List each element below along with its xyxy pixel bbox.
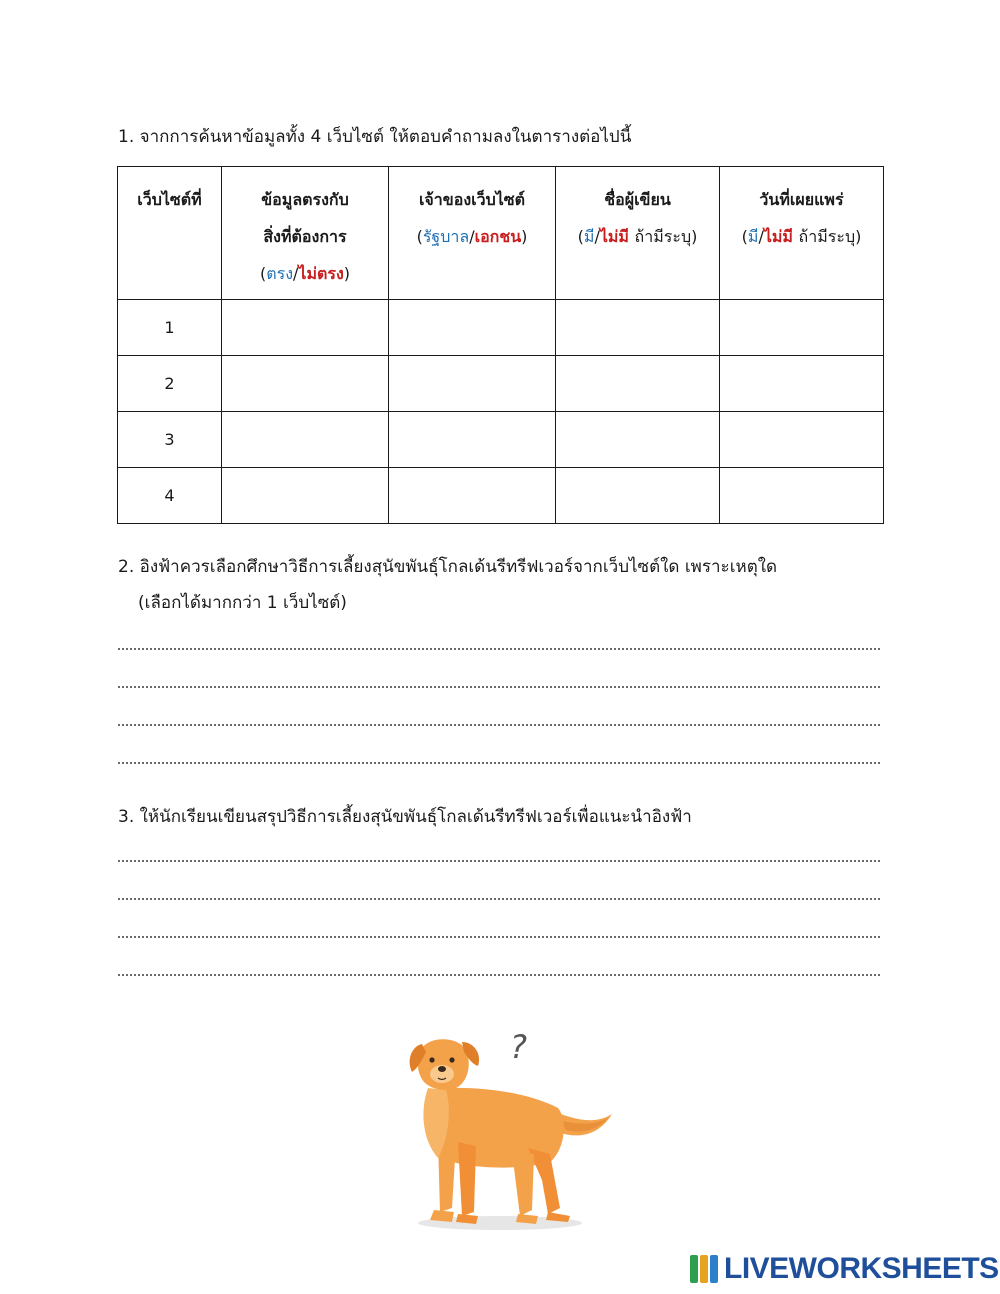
answer-cell[interactable] (389, 412, 556, 468)
answer-cell[interactable] (556, 468, 720, 524)
answer-cell[interactable] (389, 468, 556, 524)
answer-cell[interactable] (222, 356, 389, 412)
row-number: 4 (118, 468, 222, 524)
row-number: 2 (118, 356, 222, 412)
answer-cell[interactable] (720, 300, 884, 356)
answer-line-q2-2[interactable] (118, 686, 880, 688)
answer-line-q2-4[interactable] (118, 762, 880, 764)
table-row (118, 412, 884, 468)
answer-cell[interactable] (389, 356, 556, 412)
answer-cell[interactable] (720, 412, 884, 468)
golden-retriever-illustration (400, 1030, 620, 1235)
table-row (118, 468, 884, 524)
answer-cell[interactable] (556, 412, 720, 468)
answer-line-q2-3[interactable] (118, 724, 880, 726)
row-number: 3 (118, 412, 222, 468)
answer-line-q3-1[interactable] (118, 860, 880, 862)
table-row (118, 300, 884, 356)
table-header-row (118, 167, 884, 300)
answer-cell[interactable] (389, 300, 556, 356)
answer-line-q2-1[interactable] (118, 648, 880, 650)
table-row (118, 356, 884, 412)
header-author-name: ชื่อผู้เขียน (มี/ไม่มี ถ้ามีระบุ) (556, 167, 720, 300)
header-website-number: เว็บไซต์ที่ (118, 167, 222, 300)
header-publish-date: วันที่เผยแพร่ (มี/ไม่มี ถ้ามีระบุ) (720, 167, 884, 300)
row-number: 1 (118, 300, 222, 356)
liveworksheets-logo-icon (690, 1255, 720, 1283)
answer-table (117, 166, 884, 524)
question-2-note: (เลือกได้มากกว่า 1 เว็บไซต์) (138, 593, 347, 613)
liveworksheets-logo-text: LIVEWORKSHEETS (724, 1252, 999, 1285)
answer-cell[interactable] (720, 468, 884, 524)
header-website-owner: เจ้าของเว็บไซต์ (รัฐบาล/เอกชน) (389, 167, 556, 300)
answer-line-q3-3[interactable] (118, 936, 880, 938)
answer-cell[interactable] (222, 300, 389, 356)
answer-line-q3-4[interactable] (118, 974, 880, 976)
question-2-text: 2. อิงฟ้าควรเลือกศึกษาวิธีการเลี้ยงสุนัขพันธุ์โกลเด้นรีทรีฟเวอร์จากเว็บไซต์ใด เพราะเหตุใด (118, 557, 778, 577)
question-mark-text: ? (510, 1030, 527, 1066)
answer-cell[interactable] (222, 412, 389, 468)
question-3: 3. ให้นักเรียนเขียนสรุปวิธีการเลี้ยงสุนัขพันธุ์โกลเด้นรีทรีฟเวอร์เพื่อแนะนำอิงฟ้า (118, 807, 692, 827)
answer-line-q3-2[interactable] (118, 898, 880, 900)
answer-cell[interactable] (556, 356, 720, 412)
header-data-match: ข้อมูลตรงกับ สิ่งที่ต้องการ (ตรง/ไม่ตรง) (222, 167, 389, 300)
question-1: 1. จากการค้นหาข้อมูลทั้ง 4 เว็บไซต์ ให้ตอบคำถามลงในตารางต่อไปนี้ (118, 127, 632, 147)
answer-cell[interactable] (556, 300, 720, 356)
question-2 (118, 549, 878, 621)
liveworksheets-logo (690, 1252, 999, 1286)
answer-cell[interactable] (222, 468, 389, 524)
answer-cell[interactable] (720, 356, 884, 412)
